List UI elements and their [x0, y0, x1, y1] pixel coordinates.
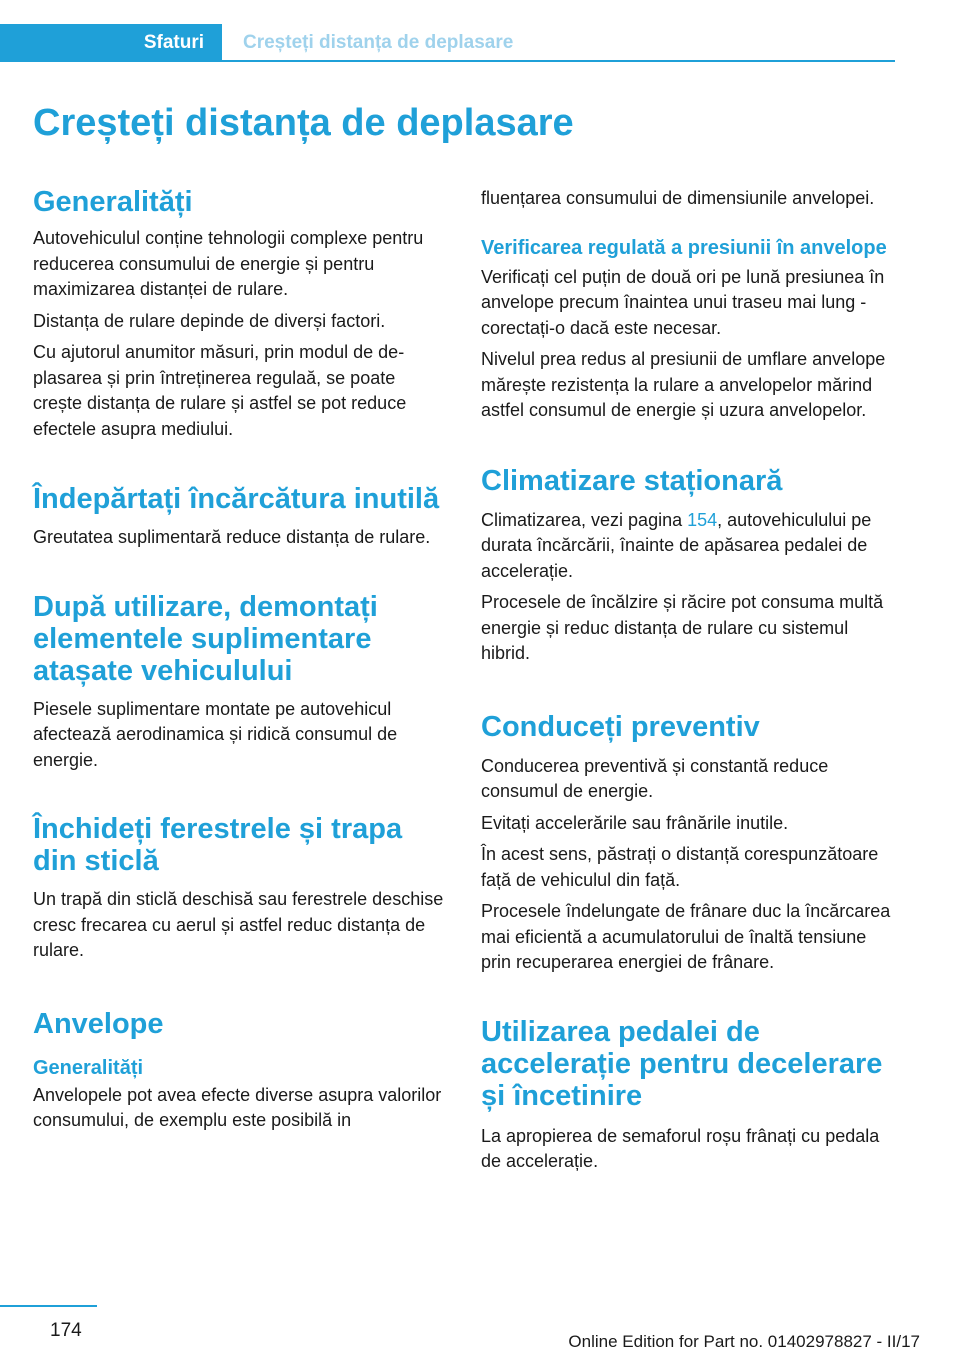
paragraph: Piesele suplimentare montate pe autovehicul afectează aerodinamica și ridică consumul de energie. — [33, 698, 398, 770]
paragraph: Cu ajutorul anumitor măsuri, prin modul de deplasarea și prin întreținerea regulaă, se poate crește distanța de rulare și astfel se pot reduce efectele asupra mediului. — [33, 342, 407, 439]
section-tab[interactable] — [0, 24, 222, 62]
page-title: Creșteți distanța de deplasare — [33, 102, 574, 144]
footer-rule — [0, 1305, 97, 1307]
paragraph — [481, 508, 896, 585]
heading-accelerator-pedal: Utilizarea pedalei de accelerație pentru decelerare și încetinire — [481, 1015, 883, 1112]
subheading-tyres-general: Generalități — [33, 1056, 144, 1079]
paragraph: Nivelul prea redus al presiunii de umflare anvelope mărește rezistența la rulare a anvelopelor mărind astfel consumul de energie și uzura anvelopelor. — [481, 349, 886, 420]
right-column — [481, 178, 896, 1175]
paragraph: Procesele îndelungate de frânare duc la încărcarea mai eficientă a acumulatorului de înaltă tensiune prin recuperarea energiei de frânare. — [481, 901, 891, 972]
section-label: Sfaturi — [143, 32, 204, 53]
paragraph: Procesele de încălzire și răcire pot consuma multă energie și reduc distanța de rulare cu sistemul hibrid. — [481, 592, 884, 663]
paragraph: Evitați accelerările sau frânările inutile. — [481, 812, 789, 833]
breadcrumb[interactable]: Creșteți distanța de deplasare — [243, 32, 514, 53]
left-column — [33, 178, 445, 1134]
heading-general: Generalități — [33, 186, 193, 218]
paragraph: Verificați cel puțin de două ori pe lună presiunea în anvelope precum înaintea unui traseu mai lung - corectați-o dacă este necesar. — [481, 266, 885, 338]
page-link[interactable]: 154 — [687, 509, 718, 530]
paragraph: fluențarea consumului de dimensiunile anvelopei. — [481, 188, 875, 208]
heading-tyres: Anvelope — [33, 1007, 164, 1040]
paragraph: Greutatea suplimentară reduce distanța de rulare. — [33, 527, 431, 547]
text: Climatizarea, vezi pagina — [481, 509, 688, 530]
heading-remove-attachments: După utilizare, demontați elementele suplimentare atașate vehiculului — [33, 590, 378, 687]
text: , autovehiculului pe durata încărcării, înainte de apăsarea pedalei de accelerație. — [481, 509, 872, 581]
heading-remove-load: Îndepărtați încărcătura inutilă — [33, 483, 440, 515]
paragraph: Conducerea preventivă și constantă reduce consumul de energie. — [481, 755, 829, 801]
header-rule — [222, 60, 895, 62]
subheading-tyre-pressure: Verificarea regulată a presiunii în anvelope — [481, 236, 887, 259]
paragraph: Autovehiculul conține tehnologii complexe pentru reducerea consumului de energie și pentru maximizarea distanței de rulare. — [33, 228, 424, 299]
heading-climate: Climatizare staționară — [481, 464, 783, 497]
page-number: 174 — [50, 1320, 82, 1341]
paragraph: Distanța de rulare depinde de diverși factori. — [33, 310, 386, 331]
paragraph: Anvelopele pot avea efecte diverse asupra valorilor consumului, de exemplu este posibilă in — [33, 1084, 442, 1130]
paragraph: În acest sens, păstrați o distanță corespunzătoare față de vehiculul din față. — [481, 844, 879, 890]
running-header — [0, 24, 895, 62]
heading-close-windows: Închideți ferestrele și trapa din sticlă — [33, 813, 403, 877]
paragraph: Un trapă din sticlă deschisă sau ferestrele deschise cresc frecarea cu aerul și astfel reduc distanța de rulare. — [33, 889, 444, 960]
paragraph: La apropierea de semaforul roșu frânați cu pedala de accelerație. — [481, 1125, 880, 1171]
edition-footer: Online Edition for Part no. 01402978827 - II/17 — [568, 1332, 920, 1351]
heading-drive-preventive: Conduceți preventiv — [481, 710, 760, 743]
